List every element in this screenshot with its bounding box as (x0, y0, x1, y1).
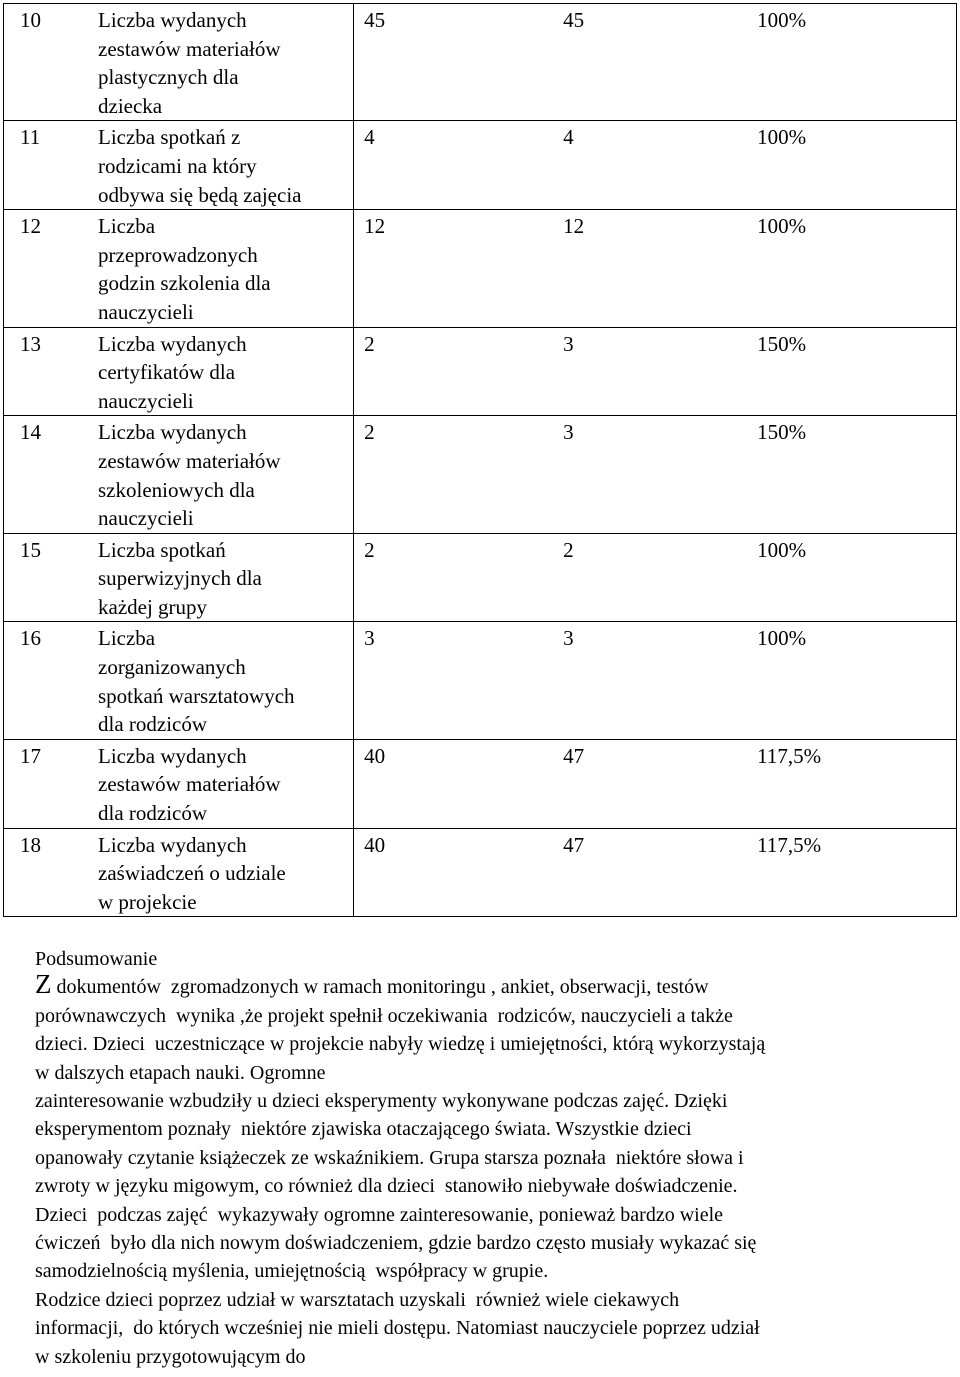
table-row (4, 327, 957, 416)
planned-value: 4 (364, 125, 375, 150)
percent-value: 100% (757, 537, 807, 562)
achieved-value: 3 (563, 626, 574, 651)
planned-value: 2 (364, 331, 375, 356)
summary-line: porównawczych wynika ,że projekt spełnił oczekiwania rodziców, nauczycieli a także (35, 1004, 733, 1027)
indicator-label: Liczba wydanych zestawów materiałów plastycznych dla dziecka (98, 8, 281, 118)
indicator-cell (4, 739, 354, 828)
indicators-table-body (4, 4, 957, 917)
values-cell (354, 416, 957, 533)
summary-first-line (35, 969, 945, 1001)
summary-line: samodzielnością myślenia, umiejętnością współpracy w grupie. (35, 1260, 549, 1283)
table-row (4, 828, 957, 917)
planned-value: 40 (364, 743, 386, 768)
indicator-label: Liczba spotkań superwizyjnych dla każdej grupy (98, 537, 262, 619)
planned-value: 2 (364, 420, 375, 445)
planned-value: 12 (364, 214, 386, 239)
table-row (4, 121, 957, 210)
percent-value: 100% (757, 626, 807, 651)
values-cell (354, 121, 957, 210)
achieved-value: 2 (563, 537, 574, 562)
indicator-label: Liczba wydanych zaświadczeń o udziale w projekcie (98, 832, 286, 914)
achieved-value: 12 (563, 214, 585, 239)
percent-value: 150% (757, 331, 807, 356)
row-number: 10 (20, 8, 41, 32)
summary-title: Podsumowanie (35, 948, 158, 970)
row-number: 12 (20, 214, 41, 239)
summary-initial: Z (35, 969, 52, 1000)
percent-value: 117,5% (757, 832, 822, 857)
summary-section (35, 945, 945, 1371)
values-cell (354, 828, 957, 917)
achieved-value: 45 (563, 8, 585, 32)
indicator-cell (4, 416, 354, 533)
summary-line: ćwiczeń było dla nich nowym doświadczeniem, gdzie bardzo często musiały wykazać się (35, 1232, 757, 1255)
indicator-label: Liczba przeprowadzonych godzin szkolenia dla nauczycieli (98, 214, 271, 324)
indicator-label: Liczba wydanych certyfikatów dla nauczycieli (98, 331, 247, 413)
indicator-cell (4, 327, 354, 416)
planned-value: 3 (364, 626, 375, 651)
values-cell (354, 622, 957, 739)
row-number: 17 (20, 743, 41, 768)
achieved-value: 3 (563, 331, 574, 356)
indicator-label: Liczba zorganizowanych spotkań warsztatowych dla rodziców (98, 626, 295, 737)
values-cell (354, 4, 957, 121)
summary-line: w szkoleniu przygotowującym do (35, 1345, 306, 1368)
row-number: 13 (20, 331, 41, 356)
percent-value: 150% (757, 420, 807, 445)
row-number: 18 (20, 832, 41, 857)
planned-value: 45 (364, 8, 386, 32)
indicator-label: Liczba wydanych zestawów materiałów szkoleniowych dla nauczycieli (98, 420, 281, 531)
indicator-cell (4, 210, 354, 327)
table-row (4, 622, 957, 739)
percent-value: 117,5% (757, 743, 822, 768)
indicators-table (3, 3, 957, 917)
table-row (4, 210, 957, 327)
indicator-cell (4, 4, 354, 121)
indicator-cell (4, 121, 354, 210)
summary-body (35, 1002, 945, 1371)
summary-line: Rodzice dzieci poprzez udział w warsztatach uzyskali również wiele ciekawych (35, 1288, 680, 1311)
summary-line: informacji, do których wcześniej nie mieli dostępu. Natomiast nauczyciele poprzez udział (35, 1317, 760, 1340)
indicator-cell (4, 622, 354, 739)
values-cell (354, 210, 957, 327)
table-row (4, 533, 957, 622)
row-number: 14 (20, 420, 41, 445)
percent-value: 100% (757, 125, 807, 150)
summary-line: w dalszych etapach nauki. Ogromne (35, 1061, 326, 1084)
summary-line: zainteresowanie wzbudziły u dzieci eksperymenty wykonywane podczas zajęć. Dzięki (35, 1090, 728, 1113)
summary-first-line-text: dokumentów zgromadzonych w ramach monitoringu , ankiet, obserwacji, testów (51, 976, 709, 999)
indicator-label: Liczba spotkań z rodzicami na który odbywa się będą zajęcia (98, 125, 302, 207)
values-cell (354, 327, 957, 416)
row-number: 11 (20, 125, 41, 150)
percent-value: 100% (757, 214, 807, 239)
indicator-label: Liczba wydanych zestawów materiałów dla rodziców (98, 743, 281, 826)
summary-line: opanowały czytanie książeczek ze wskaźnikiem. Grupa starsza poznała niektóre słowa i (35, 1146, 744, 1169)
achieved-value: 47 (563, 743, 585, 768)
percent-value: 100% (757, 8, 807, 32)
row-number: 16 (20, 626, 41, 651)
summary-line: eksperymentom poznały niektóre zjawiska otaczającego świata. Wszystkie dzieci (35, 1118, 692, 1141)
indicator-cell (4, 533, 354, 622)
values-cell (354, 533, 957, 622)
row-number: 15 (20, 537, 41, 562)
achieved-value: 3 (563, 420, 574, 445)
summary-line: zwroty w języku migowym, co również dla dzieci stanowiło niebywałe doświadczenie. (35, 1175, 738, 1198)
achieved-value: 4 (563, 125, 574, 150)
table-row (4, 416, 957, 533)
indicator-cell (4, 828, 354, 917)
table-row (4, 4, 957, 121)
values-cell (354, 739, 957, 828)
summary-line: Dzieci podczas zajęć wykazywały ogromne zainteresowanie, ponieważ bardzo wiele (35, 1203, 724, 1226)
planned-value: 2 (364, 537, 375, 562)
achieved-value: 47 (563, 832, 585, 857)
summary-line: dzieci. Dzieci uczestniczące w projekcie nabyły wiedzę i umiejętności, którą wykorzystają (35, 1033, 766, 1056)
table-row (4, 739, 957, 828)
planned-value: 40 (364, 832, 386, 857)
